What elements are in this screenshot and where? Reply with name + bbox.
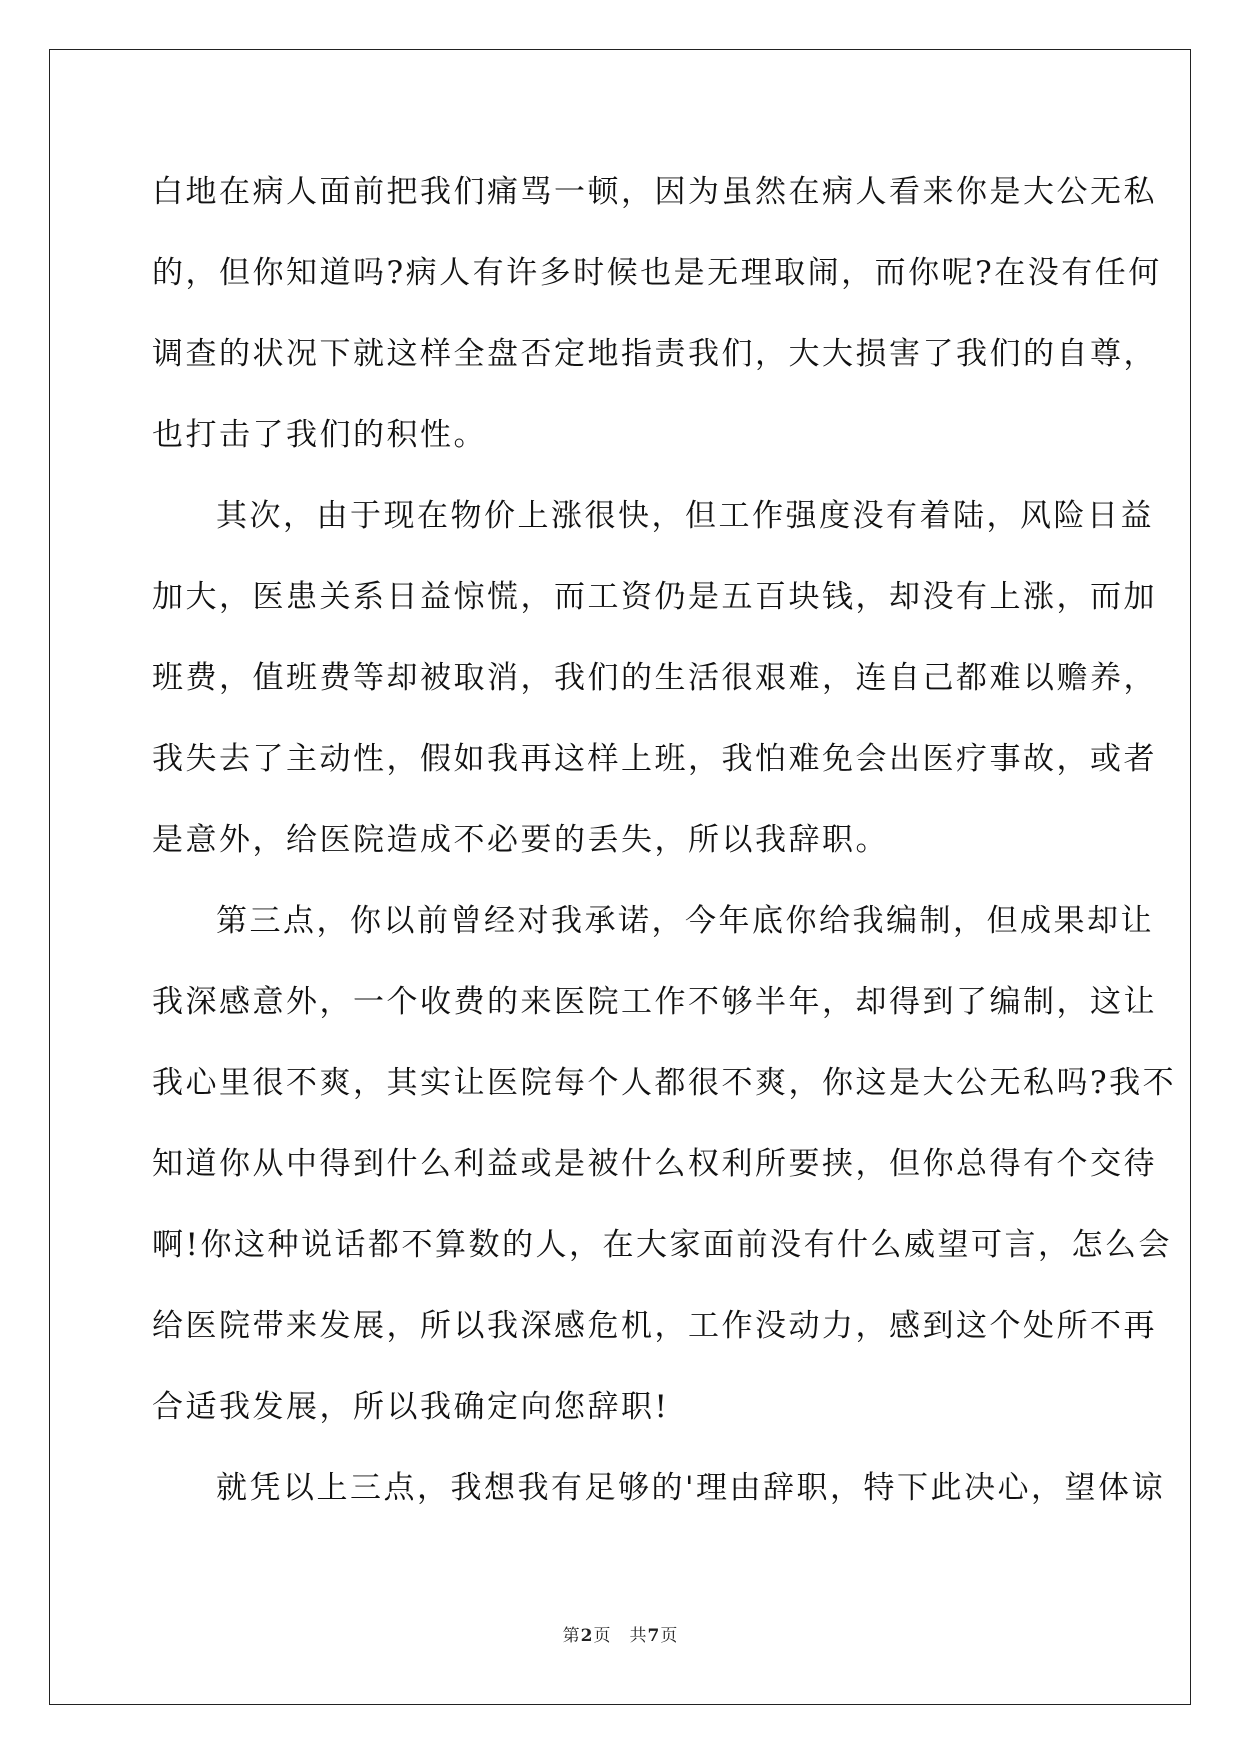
text-line: 也打击了我们的积性。 bbox=[152, 417, 487, 453]
text-line: 的，但你知道吗?病人有许多时候也是无理取闹，而你呢?在没有任何 bbox=[152, 255, 1162, 291]
page-number: 2 bbox=[580, 1626, 594, 1646]
text-line: 白地在病人面前把我们痛骂一顿，因为虽然在病人看来你是大公无私 bbox=[152, 174, 1157, 210]
text-line: 就凭以上三点，我想我有足够的'理由辞职，特下此决心，望体谅 bbox=[216, 1470, 1166, 1506]
text-line: 我失去了主动性，假如我再这样上班，我怕难免会出医疗事故，或者 bbox=[152, 741, 1157, 777]
text-line: 啊!你这种说话都不算数的人，在大家面前没有什么威望可言，怎么会 bbox=[152, 1227, 1172, 1263]
text-line: 合适我发展，所以我确定向您辞职! bbox=[152, 1389, 670, 1425]
page-suffix: 页 bbox=[593, 1626, 612, 1646]
text-line: 第三点，你以前曾经对我承诺，今年底你给我编制，但成果却让 bbox=[216, 903, 1154, 939]
text-line: 班费，值班费等却被取消，我们的生活很艰难，连自己都难以赡养， bbox=[152, 660, 1157, 696]
page-prefix: 第 bbox=[562, 1626, 581, 1646]
text-line: 给医院带来发展，所以我深感危机，工作没动力，感到这个处所不再 bbox=[152, 1308, 1157, 1344]
text-line: 我心里很不爽，其实让医院每个人都很不爽，你这是大公无私吗?我不 bbox=[152, 1065, 1177, 1101]
page-footer bbox=[0, 1621, 1241, 1646]
text-line: 调查的状况下就这样全盘否定地指责我们，大大损害了我们的自尊， bbox=[152, 336, 1157, 372]
document-body bbox=[152, 162, 1177, 1539]
text-line: 我深感意外，一个收费的来医院工作不够半年，却得到了编制，这让 bbox=[152, 984, 1157, 1020]
text-line: 知道你从中得到什么利益或是被什么权利所要挟，但你总得有个交待 bbox=[152, 1146, 1157, 1182]
text-line: 加大，医患关系日益惊慌，而工资仍是五百块钱，却没有上涨，而加 bbox=[152, 579, 1157, 615]
total-suffix: 页 bbox=[660, 1626, 679, 1646]
text-line: 是意外，给医院造成不必要的丢失，所以我辞职。 bbox=[152, 822, 889, 858]
total-pages: 7 bbox=[647, 1626, 661, 1646]
text-line: 其次，由于现在物价上涨很快，但工作强度没有着陆，风险日益 bbox=[216, 498, 1154, 534]
total-prefix: 共 bbox=[629, 1626, 648, 1646]
